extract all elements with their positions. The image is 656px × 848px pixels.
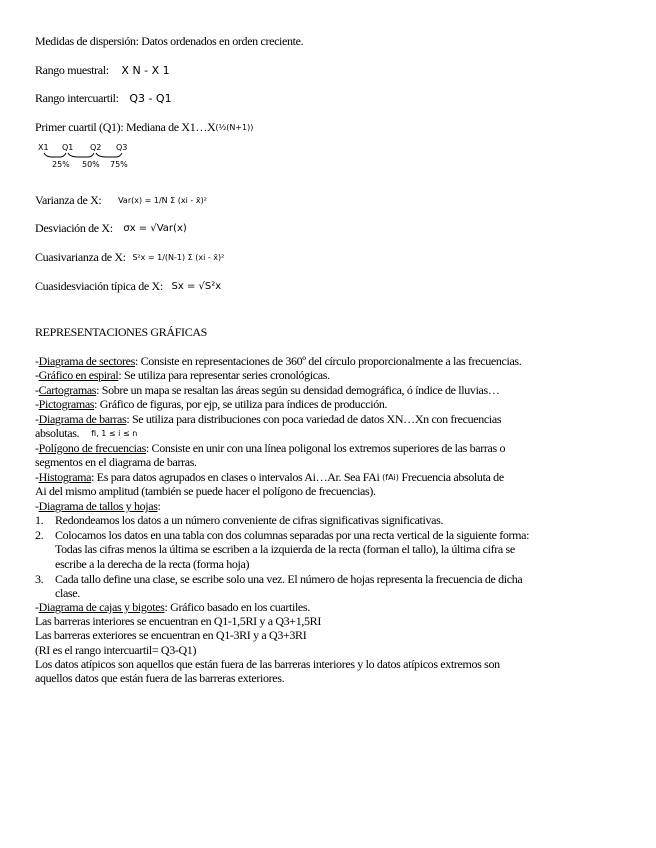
text-cajas: : Gráfico basado en los cuartiles.	[164, 600, 310, 614]
sketch-x1: X1	[38, 143, 49, 152]
sketch-50: 50%	[82, 160, 100, 169]
sketch-75: 75%	[110, 160, 128, 169]
item-sectores: -Diagrama de sectores: Consiste en representaciones de 360º del círculo proporcionalmente a las frecuencias.	[35, 354, 522, 368]
desviacion-line	[35, 221, 187, 236]
rango-muestral-label: Rango muestral:	[35, 63, 109, 77]
cuasidesviacion-label: Cuasidesviación típica de X:	[35, 279, 163, 293]
cajas-line-3: (RI es el rango intercuartil= Q3-Q1)	[35, 643, 197, 657]
cajas-line-2: Las barreras exteriores se encuentran en Q1-3RI y a Q3+3RI	[35, 628, 307, 642]
histograma-formula: (fAi)	[382, 473, 399, 483]
step-2-line-3: escribe a la derecha de la recta (forma hoja)	[55, 557, 250, 571]
cajas-line-4: Los datos atípicos son aquellos que están fuera de las barreras interiores y lo datos atípicos extremos son	[35, 657, 500, 671]
sketch-25: 25%	[52, 160, 70, 169]
item-cartogramas: -Cartogramas: Sobre un mapa se resaltan las áreas según su densidad demográfica, ó índice de lluvias…	[35, 383, 500, 397]
step-3-number: 3.	[35, 572, 44, 586]
text-sectores: : Consiste en representaciones de 360º del círculo proporcionalmente a las frecuencias.	[134, 354, 522, 368]
rango-muestral-formula: X N - X 1	[121, 64, 170, 78]
graficas-heading: REPRESENTACIONES GRÁFICAS	[35, 325, 207, 339]
term-pictogramas: Pictogramas	[38, 397, 95, 411]
cuasivarianza-formula: S²x = 1/(N-1) Σ (xi - x̄)²	[132, 253, 225, 263]
term-poligono: Polígono de frecuencias	[38, 441, 146, 455]
item-histograma: -Histograma: Es para datos agrupados en clases o intervalos Ai…Ar. Sea FAi (fAi) Frecuencia absoluta de	[35, 470, 504, 484]
step-3-line-1: Cada tallo define una clase, se escribe solo una vez. El número de hojas representa la frecuencia de dicha	[55, 572, 523, 586]
term-tallos: Diagrama de tallos y hojas	[38, 499, 158, 513]
varianza-label: Varianza de X:	[35, 193, 102, 207]
varianza-formula: Var(x) = 1/N Σ (xi - x̄)²	[118, 196, 207, 206]
cajas-line-1: Las barreras interiores se encuentran en Q1-1,5RI y a Q3+1,5RI	[35, 614, 321, 628]
cajas-line-5: aquellos datos que están fuera de las barreras exteriores.	[35, 671, 285, 685]
rango-intercuartil-label: Rango intercuartil:	[35, 91, 119, 105]
item-pictogramas: -Pictogramas: Gráfico de figuras, por ejp, se utiliza para índices de producción.	[35, 397, 388, 411]
text-espiral: : Se utiliza para representar series cronológicas.	[118, 368, 330, 382]
term-histograma: Histograma	[38, 470, 92, 484]
primer-cuartil-text: Primer cuartil (Q1): Mediana de X1…X	[35, 120, 216, 134]
sketch-q3: Q3	[116, 143, 128, 152]
item-barras: -Diagrama de barras: Se utiliza para distribuciones con poca variedad de datos XN…Xn con frecuencias	[35, 412, 502, 426]
text-barras: : Se utiliza para distribuciones con poca variedad de datos XN…Xn con frecuencias	[126, 412, 502, 426]
step-2-line-1: Colocamos los datos en una tabla con dos columnas separadas por una recta vertical de la siguiente forma:	[55, 528, 530, 542]
item-histograma-cont: Ai del mismo amplitud (también se puede hacer el polígono de frecuencias).	[35, 484, 376, 498]
text-poligono: : Consiste en unir con una línea poligonal los extremos superiores de las barras o	[145, 441, 506, 455]
sketch-q1: Q1	[62, 143, 74, 152]
text-cartogramas: : Sobre un mapa se resaltan las áreas según su densidad demográfica, ó índice de lluvias…	[96, 383, 500, 397]
sketch-q2: Q2	[90, 143, 102, 152]
step-2-number: 2.	[35, 528, 44, 542]
term-cartogramas: Cartogramas	[38, 383, 97, 397]
rango-intercuartil-formula: Q3 - Q1	[129, 92, 172, 106]
term-barras: Diagrama de barras	[38, 412, 127, 426]
desviacion-label: Desviación de X:	[35, 221, 113, 235]
step-2-line-2: Todas las cifras menos la última se escriben a la izquierda de la recta (forman el tallo), la última cifra se	[55, 542, 515, 556]
primer-cuartil-subscript: (½(N+1))	[215, 123, 254, 133]
item-tallos: -Diagrama de tallos y hojas:	[35, 499, 161, 513]
step-1-line-1: Redondeamos los datos a un número conveniente de cifras significativas significativas.	[55, 513, 444, 527]
primer-cuartil-line	[35, 120, 253, 135]
text-barras-2: absolutas.	[35, 426, 80, 440]
cuasidesviacion-formula: Sx = √S²x	[171, 281, 222, 293]
quartile-sketch	[38, 139, 148, 169]
item-espiral: -Gráfico en espiral: Se utiliza para representar series cronológicas.	[35, 368, 330, 382]
text-tallos: :	[157, 499, 161, 513]
term-cajas: Diagrama de cajas y bigotes	[38, 600, 165, 614]
text-pictogramas: : Gráfico de figuras, por ejp, se utiliza para índices de producción.	[94, 397, 388, 411]
step-3-line-2: clase.	[55, 586, 80, 600]
rango-muestral-line	[35, 63, 170, 78]
barras-formula: fi, 1 ≤ i ≤ n	[91, 429, 138, 439]
text-histograma-b: Frecuencia absoluta de	[398, 470, 504, 484]
term-espiral: Gráfico en espiral	[38, 368, 119, 382]
desviacion-formula: σx = √Var(x)	[123, 223, 187, 235]
item-barras-cont	[35, 426, 137, 441]
rango-intercuartil-line	[35, 91, 172, 106]
term-sectores: Diagrama de sectores	[38, 354, 135, 368]
varianza-line	[35, 193, 207, 208]
intro-line: Medidas de dispersión: Datos ordenados en orden creciente.	[35, 34, 304, 48]
cuasidesviacion-line	[35, 279, 221, 294]
item-poligono: -Polígono de frecuencias: Consiste en unir con una línea poligonal los extremos superiores de las barras o	[35, 441, 506, 455]
item-cajas: -Diagrama de cajas y bigotes: Gráfico basado en los cuartiles.	[35, 600, 310, 614]
cuasivarianza-line	[35, 250, 224, 265]
step-1-number: 1.	[35, 513, 44, 527]
cuasivarianza-label: Cuasivarianza de X:	[35, 250, 126, 264]
item-poligono-cont: segmentos en el diagrama de barras.	[35, 455, 197, 469]
text-histograma: : Es para datos agrupados en clases o intervalos Ai…Ar. Sea FAi	[91, 470, 380, 484]
